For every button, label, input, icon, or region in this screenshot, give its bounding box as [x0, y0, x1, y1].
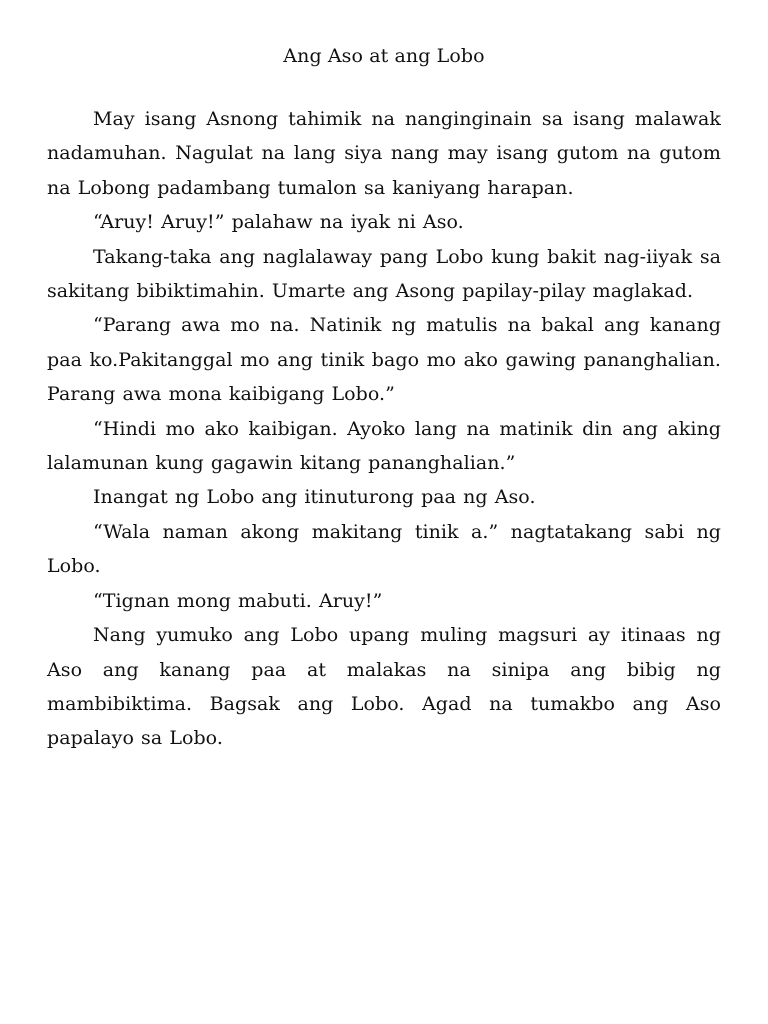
- paragraph-1: May isang Asnong tahimik na nanginginain sa isang malawak nadamuhan. Nagulat na lang siya nang may isang gutom na gutom na Lobong padambang tumalon sa kaniyang harapan.: [47, 108, 721, 199]
- paragraph-8: “Tignan mong mabuti. Aruy!”: [93, 589, 383, 612]
- paragraph-5: “Hindi mo ako kaibigan. Ayoko lang na matinik din ang aking lalamunan kung gagawin kitang pananghalian.”: [47, 417, 721, 475]
- paragraph-7: “Wala naman akong makitang tinik a.” nagtatakang sabi ng Lobo.: [47, 520, 721, 578]
- paragraph-3: Takang-taka ang naglalaway pang Lobo kung bakit nag-iiyak sa sakitang bibiktimahin. Umarte ang Asong papilay-pilay maglakad.: [47, 245, 721, 303]
- paragraph-4: “Parang awa mo na. Natinik ng matulis na bakal ang kanang paa ko.Pakitanggal mo ang tinik bago mo ako gawing pananghalian. Parang awa mona kaibigang Lobo.”: [47, 314, 721, 406]
- paragraph-6: Inangat ng Lobo ang itinuturong paa ng Aso.: [93, 486, 536, 509]
- document-title: Ang Aso at ang Lobo: [283, 45, 485, 67]
- document-page: [47, 42, 721, 756]
- paragraph-9: Nang yumuko ang Lobo upang muling magsuri ay itinaas ng Aso ang kanang paa at malakas na sinipa ang bibig ng mambibiktima. Bagsak ang Lobo. Agad na tumakbo ang Aso papalayo sa Lobo.: [47, 624, 721, 750]
- paragraph-2: “Aruy! Aruy!” palahaw na iyak ni Aso.: [93, 211, 464, 234]
